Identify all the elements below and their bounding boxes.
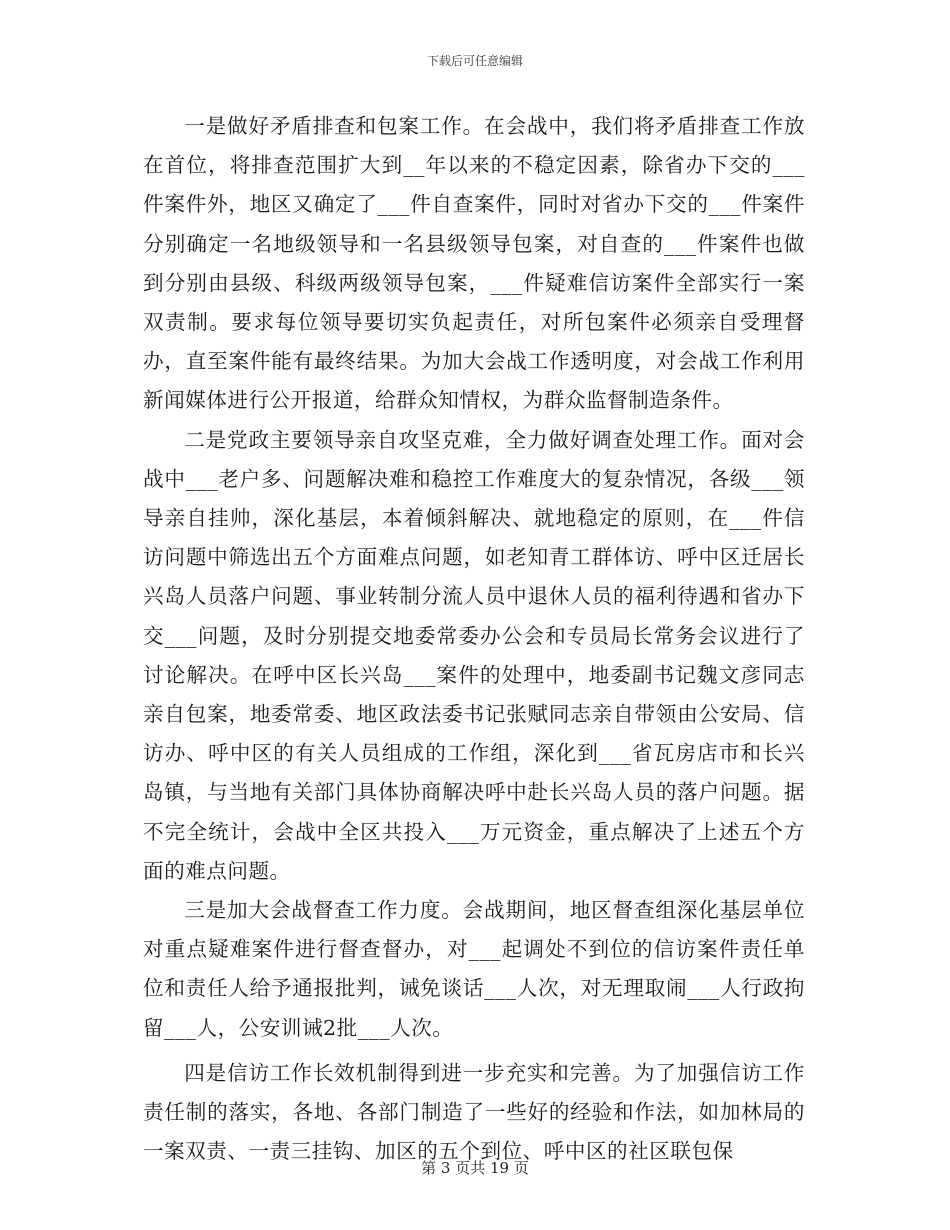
page-number: 第 3 页共 19 页 bbox=[421, 1159, 529, 1177]
paragraph-2: 二是党政主要领导亲自攻坚克难，全力做好调查处理工作。面对会战中___老户多、问题解决难和稳控工作难度大的复杂情况，各级___领导亲自挂帅，深化基层，本着倾斜解决、就地稳定的原则，在___件信访问题中筛选出五个方面难点问题，如老知青工群体访、呼中区迁居长兴岛人员落户问题、事业转制分流人员中退休人员的福利待遇和省办下交___问题，及时分别提交地委常委办公会和专员局长常务会议进行了讨论解决。在呼中区长兴岛___案件的处理中，地委副书记魏文彦同志亲自包案，地委常委、地区政法委书记张赋同志亲自带领由公安局、信访办、呼中区的有关人员组成的工作组，深化到___省瓦房店市和长兴岛镇，与当地有关部门具体协商解决呼中赴长兴岛人员的落户问题。据不完全统计，会战中全区共投入___万元资金，重点解决了上述五个方面的难点问题。 bbox=[143, 427, 805, 883]
page-header: 下载后可任意编辑 bbox=[426, 54, 523, 68]
paragraph-3: 三是加大会战督查工作力度。会战期间，地区督查组深化基层单位对重点疑难案件进行督查督办，对___起调处不到位的信访案件责任单位和责任人给予通报批判，诫免谈话___人次，对无理取闹___人行政拘留___人，公安训诫2批___人次。 bbox=[143, 898, 805, 1040]
paragraph-1: 一是做好矛盾排查和包案工作。在会战中，我们将矛盾排查工作放在首位，将排查范围扩大到__年以来的不稳定因素，除省办下交的___件案件外，地区又确定了___件自查案件，同时对省办下交的___件案件分别确定一名地级领导和一名县级领导包案，对自查的___件案件也做到分别由县级、科级两级领导包案，___件疑难信访案件全部实行一案双责制。要求每位领导要切实负起责任，对所包案件必须亲自受理督办，直至案件能有最终结果。为加大会战工作透明度，对会战工作利用新闻媒体进行公开报道，给群众知情权，为群众监督制造条件。 bbox=[143, 114, 805, 413]
paragraph-4: 四是信访工作长效机制得到进一步充实和完善。为了加强信访工作责任制的落实，各地、各部门制造了一些好的经验和作法，如加林局的一案双责、一责三挂钩、加区的五个到位、呼中区的社区联包保 bbox=[143, 1060, 805, 1164]
document-body bbox=[143, 107, 805, 1171]
